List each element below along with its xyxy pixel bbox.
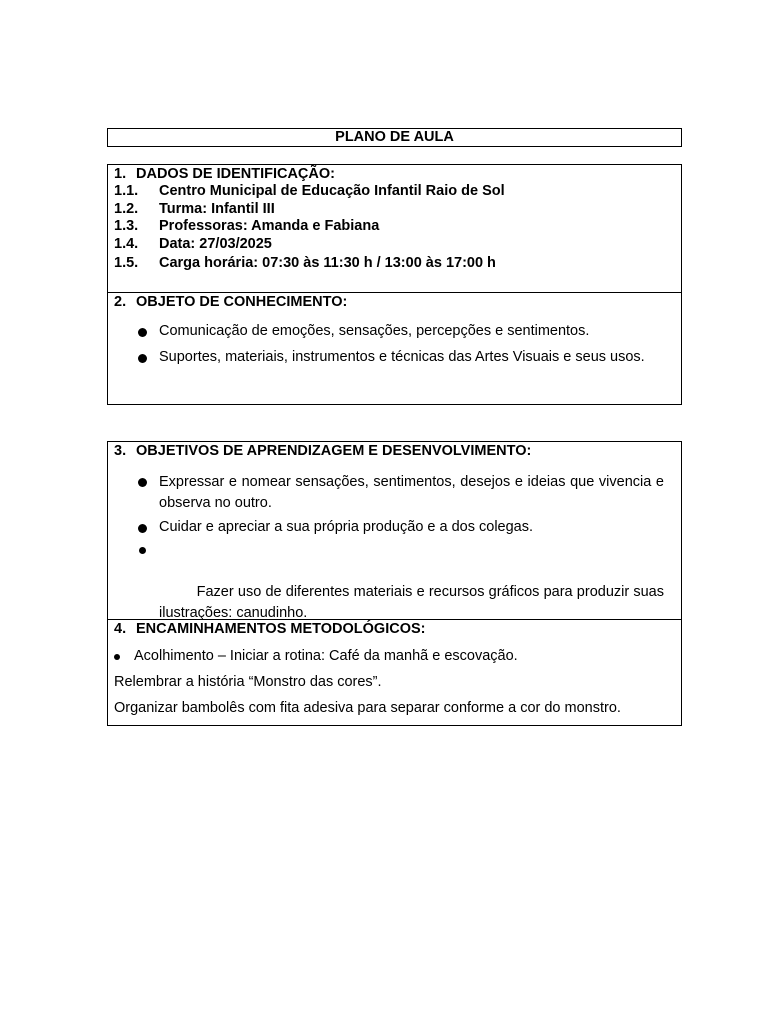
item-number: 1.5.: [114, 255, 139, 271]
item-text: Turma: Infantil III: [159, 200, 275, 217]
list-item-text: Acolhimento – Iniciar a rotina: Café da manhã e escovação.: [134, 648, 518, 664]
item-text: Professoras: Amanda e Fabiana: [159, 218, 380, 234]
bullet-icon: [138, 328, 147, 337]
bullet-icon: [114, 654, 120, 660]
item-number: 1.1.: [114, 183, 139, 199]
identification-item: [108, 201, 681, 219]
bullet-icon: [138, 354, 147, 363]
document-title-text: PLANO DE AULA: [335, 129, 454, 145]
bullet-icon: [138, 524, 147, 533]
list-item-text: Fazer uso de diferentes materiais e recursos gráficos para produzir suas ilustrações: canudinho.: [159, 584, 669, 621]
knowledge-list: [108, 322, 681, 366]
list-item: [108, 518, 681, 536]
methodology-bullet: [108, 647, 681, 665]
section-heading: [108, 165, 681, 183]
section-title: OBJETO DE CONHECIMENTO:: [136, 294, 348, 310]
list-item-text: Suportes, materiais, instrumentos e técnicas das Artes Visuais e seus usos.: [159, 349, 645, 365]
identification-item: [108, 218, 681, 236]
identification-item: [108, 183, 681, 201]
identification-box: [107, 164, 682, 405]
bullet-icon: [138, 478, 147, 487]
item-text: Data: 27/03/2025: [159, 235, 272, 252]
section-heading: [108, 620, 681, 638]
list-item: [108, 472, 681, 514]
item-number: 1.3.: [114, 218, 139, 234]
list-item-text: Comunicação de emoções, sensações, percepções e sentimentos.: [159, 323, 590, 339]
list-item-text: Expressar e nomear sensações, sentimentos, desejos e ideias que vivencia e observa no outro.: [159, 474, 664, 511]
section-heading: [108, 442, 681, 460]
section-knowledge-object: [108, 293, 681, 366]
item-text: Carga horária: 07:30 às 11:30 h / 13:00 às 17:00 h: [159, 255, 496, 271]
item-number: 1.2.: [114, 200, 139, 217]
methodology-line: Organizar bambolês com fita adesiva para separar conforme a cor do monstro.: [114, 700, 621, 716]
list-item: [108, 322, 681, 340]
section-title: ENCAMINHAMENTOS METODOLÓGICOS:: [136, 621, 426, 637]
section-methodology: [108, 620, 681, 717]
list-item: [108, 348, 681, 366]
section-heading: [108, 293, 681, 311]
section-title: OBJETIVOS DE APRENDIZAGEM E DESENVOLVIMENTO:: [136, 443, 532, 459]
objectives-box: [107, 441, 682, 726]
section-title: DADOS DE IDENTIFICAÇÃO:: [136, 166, 335, 182]
list-item-text: Cuidar e apreciar a sua própria produção e a dos colegas.: [159, 519, 534, 535]
section-number: 4.: [114, 621, 127, 637]
section-number: 2.: [114, 294, 127, 310]
item-text: Centro Municipal de Educação Infantil Raio de Sol: [159, 183, 505, 199]
bullet-icon: [139, 547, 146, 554]
section-identification: [108, 165, 681, 293]
section-number: 1.: [114, 166, 127, 182]
identification-item: [108, 236, 681, 254]
identification-item: [108, 255, 681, 273]
item-number: 1.4.: [114, 235, 139, 252]
section-objectives: [108, 442, 681, 620]
document-title: [107, 128, 682, 147]
methodology-line: Relembrar a história “Monstro das cores”.: [114, 674, 382, 690]
section-number: 3.: [114, 443, 127, 459]
